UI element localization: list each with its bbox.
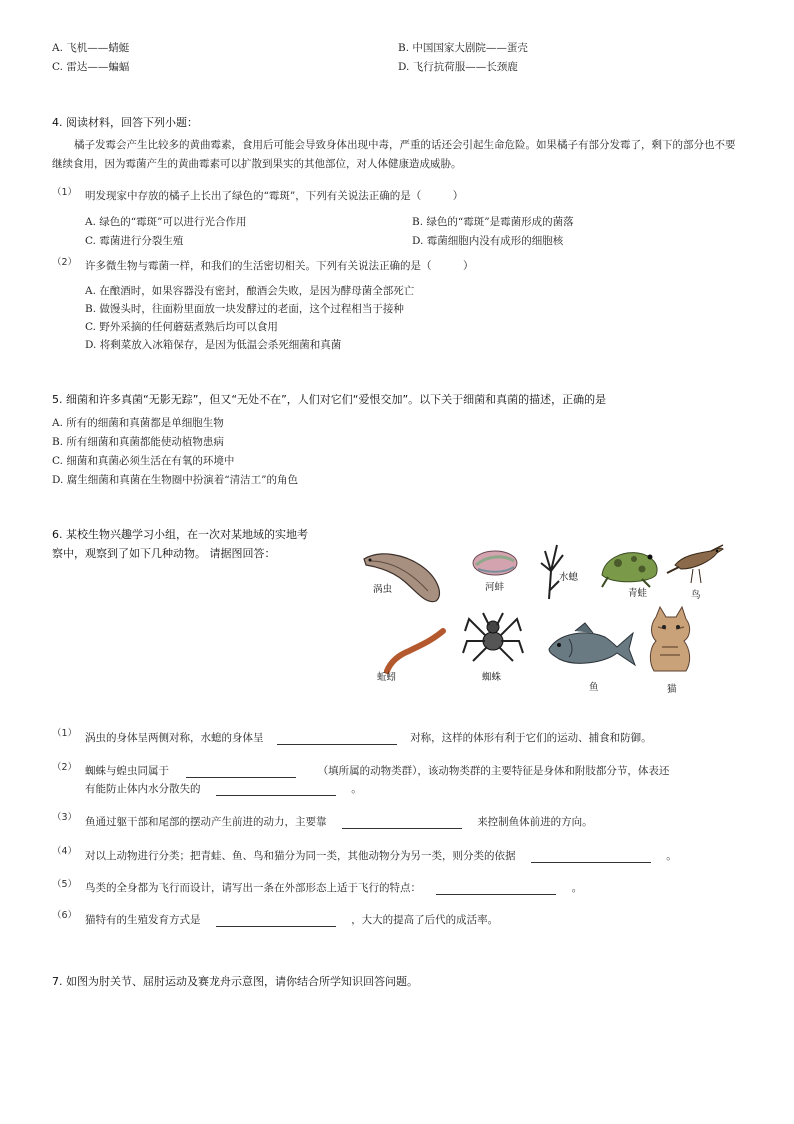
label-mussel: 河蚌 xyxy=(485,582,505,593)
q6-sub6-number: （6） xyxy=(52,910,78,921)
q4-sub2-option-d: D. 将剩菜放入冰箱保存，是因为低温会杀死细菌和真菌 xyxy=(85,339,342,351)
q6-sub1-blank[interactable] xyxy=(277,732,397,745)
q4-sub1-option-a: A. 绿色的“霉斑”可以进行光合作用 xyxy=(85,216,247,228)
q6-sub2-blank2[interactable] xyxy=(216,783,336,796)
q6-sub2-line1 xyxy=(85,763,669,778)
q4-sub1-option-c: C. 霉菌进行分裂生殖 xyxy=(85,235,184,247)
q6-sub1-line xyxy=(85,730,652,745)
q6-sub2-text-b: （填所属的动物类群），该动物类群的主要特征是身体和附肢都分节，体表还 xyxy=(317,765,670,777)
q6-sub4-blank[interactable] xyxy=(531,850,651,863)
q6-title-line2: 察中，观察到了如下几种动物。 请据图回答： xyxy=(52,547,276,560)
q6-sub2-number: （2） xyxy=(52,762,78,773)
q6-sub3-text-a: 鱼通过躯干部和尾部的摆动产生前进的动力，主要靠 xyxy=(85,816,327,828)
q6-sub1-number: （1） xyxy=(52,728,78,739)
q6-sub4-line xyxy=(85,848,677,863)
q4-sub1-option-d: D. 霉菌细胞内没有成形的细胞核 xyxy=(412,235,564,247)
q6-sub6-text-b: ，大大的提高了后代的成活率。 xyxy=(351,914,499,926)
q6-sub4-text-b: 。 xyxy=(666,850,677,862)
q5-option-c: C. 细菌和真菌必须生活在有氧的环境中 xyxy=(52,455,235,467)
label-cat: 猫 xyxy=(667,684,677,695)
q6-sub6-blank[interactable] xyxy=(216,914,336,927)
label-hydra: 水螅 xyxy=(559,572,579,583)
q5-option-b: B. 所有细菌和真菌都能使动植物患病 xyxy=(52,436,224,448)
q6-sub5-line xyxy=(85,880,582,895)
q6-sub4-number: （4） xyxy=(52,846,78,857)
fish-image xyxy=(545,623,637,673)
q4-sub2-number: （2） xyxy=(52,257,78,268)
q6-sub2-text-d: 。 xyxy=(351,783,362,795)
q4-passage: 橘子发霉会产生比较多的黄曲霉素，食用后可能会导致身体出现中毒，严重的话还会引起生命危险。如果橘子有部分发霉了，剩下的部分也不要继续食用，因为霉菌产生的黄曲霉素可以扩散到果实的其他部位，对人体健康造成威胁。 xyxy=(52,139,736,170)
q6-title-line1: 6. 某校生物兴趣学习小组，在一次对某地域的实地考 xyxy=(52,528,308,541)
q6-sub5-blank[interactable] xyxy=(436,882,556,895)
q3-option-d: D. 飞行抗荷服——长颈鹿 xyxy=(398,61,518,73)
q6-sub6-text-a: 猫特有的生殖发育方式是 xyxy=(85,914,201,926)
q3-option-a: A. 飞机——蜻蜓 xyxy=(52,42,130,54)
q7-title: 7. 如图为肘关节、屈肘运动及赛龙舟示意图，请你结合所学知识回答问题。 xyxy=(52,975,418,988)
q6-sub3-text-b: 来控制鱼体前进的方向。 xyxy=(477,816,593,828)
label-fish: 鱼 xyxy=(589,682,599,693)
q4-sub1-stem: 明发现家中存放的橘子上长出了绿色的“霉斑”，下列有关说法正确的是（ ） xyxy=(85,190,464,202)
mussel-image xyxy=(470,547,520,579)
q6-sub2-blank1[interactable] xyxy=(186,765,296,778)
q5-option-a: A. 所有的细菌和真菌都是单细胞生物 xyxy=(52,417,224,429)
q4-sub2-option-c: C. 野外采摘的任何蘑菇煮熟后均可以食用 xyxy=(85,321,278,333)
q4-sub2-option-b: B. 做馒头时，往面粉里面放一块发酵过的老面，这个过程相当于接种 xyxy=(85,303,404,315)
q3-option-b: B. 中国国家大剧院——蛋壳 xyxy=(398,42,528,54)
q5-title: 5. 细菌和许多真菌“无影无踪”，但又“无处不在”，人们对它们“爱恨交加”。以下关于细菌和真菌的描述，正确的是 xyxy=(52,393,607,406)
q6-sub3-line xyxy=(85,814,593,829)
frog-image xyxy=(598,545,662,589)
earthworm-image xyxy=(383,627,449,675)
q6-sub2-line2 xyxy=(85,781,362,796)
flatworm-image xyxy=(360,547,450,607)
bird-image xyxy=(665,539,725,587)
q6-sub5-text-b: 。 xyxy=(571,882,583,894)
q6-sub3-number: （3） xyxy=(52,812,78,823)
label-bird: 鸟 xyxy=(691,590,701,601)
q6-sub6-line xyxy=(85,912,498,927)
q5-option-d: D. 腐生细菌和真菌在生物圈中扮演着“清洁工”的角色 xyxy=(52,474,298,486)
label-earthworm: 蚯蚓 xyxy=(377,672,397,683)
label-frog: 青蛙 xyxy=(628,588,648,599)
q6-sub2-text-c: 有能防止体内水分散失的 xyxy=(85,783,201,795)
label-spider: 蜘蛛 xyxy=(482,672,502,683)
q6-sub4-text-a: 对以上动物进行分类；把青蛙、鱼、鸟和猫分为同一类，其他动物分为另一类，则分类的依据 xyxy=(85,850,516,862)
q6-sub1-text-a: 涡虫的身体呈两侧对称，水螅的身体呈 xyxy=(85,732,264,744)
q4-sub2-option-a: A. 在酿酒时，如果容器没有密封，酿酒会失败，是因为酵母菌全部死亡 xyxy=(85,285,415,297)
q4-title: 4. 阅读材料，回答下列小题： xyxy=(52,116,198,129)
cat-image xyxy=(642,607,698,673)
q6-sub5-number: （5） xyxy=(52,879,78,890)
animal-figure xyxy=(355,535,720,705)
q4-sub1-number: （1） xyxy=(52,187,78,198)
q6-sub2-text-a: 蜘蛛与蝗虫同属于 xyxy=(85,765,169,777)
q4-sub2-stem: 许多微生物与霉菌一样，和我们的生活密切相关。下列有关说法正确的是（ ） xyxy=(85,260,474,272)
q6-sub5-text-a: 鸟类的全身都为飞行而设计，请写出一条在外部形态上适于飞行的特点： xyxy=(85,882,421,894)
q3-option-c: C. 雷达——蝙蝠 xyxy=(52,61,130,73)
q6-sub1-text-b: 对称，这样的体形有利于它们的运动、捕食和防御。 xyxy=(410,732,652,744)
q4-sub1-option-b: B. 绿色的“霉斑”是霉菌形成的菌落 xyxy=(412,216,574,228)
label-flatworm: 涡虫 xyxy=(373,584,393,595)
spider-image xyxy=(463,611,523,669)
q6-sub3-blank[interactable] xyxy=(342,816,462,829)
